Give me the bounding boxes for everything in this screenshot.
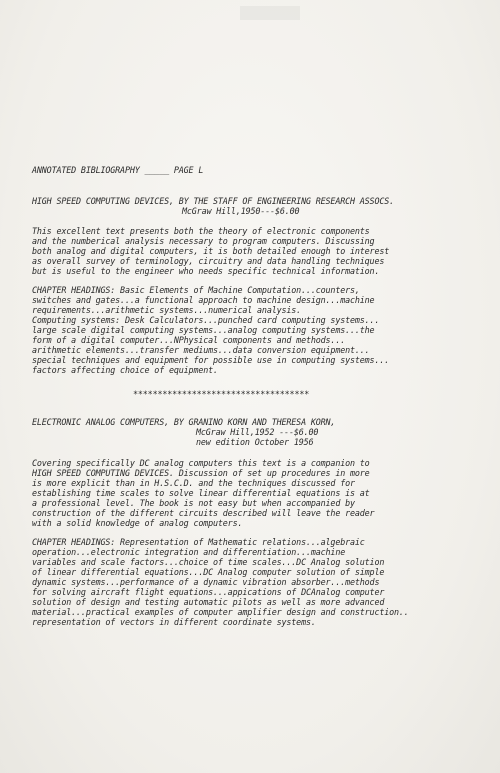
entry2-edition: new edition October 1956: [196, 437, 314, 447]
entry2-chapter-line: variables and scale factors...choice of time scales...DC Analog solution: [32, 557, 385, 567]
entry1-chapter-line: requirements...arithmetic systems...numerical analysis.: [32, 305, 302, 315]
entry1-title: HIGH SPEED COMPUTING DEVICES, BY THE STAFF OF ENGINEERING RESEARCH ASSOCS.: [32, 196, 395, 206]
entry1-description-line: as overall survey of terminology, circuitry and data handling techniques: [32, 256, 385, 266]
entry1-chapter-line: form of a digital computer...NPhysical components and methods...: [32, 335, 346, 345]
entry2-chapter-line: of linear differential equations...DC Analog computer solution of simple: [32, 567, 385, 577]
entry1-description-line: This excellent text presents both the theory of electronic components: [32, 226, 370, 236]
entry1-chapter-line: special techniques and equipment for possible use in computing systems...: [32, 355, 390, 365]
entry2-chapter-line: operation...electronic integration and differentiation...machine: [32, 547, 346, 557]
entry1-chapter-line: switches and gates...a functional approach to machine design...machine: [32, 295, 375, 305]
entry2-chapter-line: CHAPTER HEADINGS: Representation of Mathematic relations...algebraic: [32, 537, 365, 547]
entry1-chapter-line: arithmetic elements...transfer mediums...data conversion equipment...: [32, 345, 370, 355]
entry2-chapter-line: solution of design and testing automatic pilots as well as more advanced: [32, 597, 385, 607]
entry1-chapter-line: Computing systems: Desk Calculators...punched card computing systems...: [32, 315, 380, 325]
entry2-title: ELECTRONIC ANALOG COMPUTERS, BY GRANINO KORN AND THERESA KORN,: [32, 417, 336, 427]
entry2-description-line: with a solid knowledge of analog computers.: [32, 518, 243, 528]
entry1-description-line: and the numberical analysis necessary to program computers. Discussing: [32, 236, 375, 246]
entry2-description-line: HIGH SPEED COMPUTING DEVICES. Discussion of set up procedures in more: [32, 468, 370, 478]
entry2-description-line: establishing time scales to solve linear differential equations is at: [32, 488, 370, 498]
entry1-publisher: McGraw Hill,1950---$6.00: [182, 206, 300, 216]
entry1-chapter-line: factors affecting choice of equipment.: [32, 365, 218, 375]
entry1-chapter-line: CHAPTER HEADINGS: Basic Elements of Machine Computation...counters,: [32, 285, 360, 295]
entry2-chapter-line: for solving aircraft flight equations...appications of DCAnalog computer: [32, 587, 385, 597]
entry1-description-line: but is useful to the engineer who needs specific technical information.: [32, 266, 380, 276]
entry2-chapter-line: dynamic systems...performance of a dynamic vibration absorber...methods: [32, 577, 380, 587]
entry2-description-line: is more explicit than in H.S.C.D. and the techniques discussed for: [32, 478, 355, 488]
entry2-chapter-line: representation of vectors in different coordinate systems.: [32, 617, 316, 627]
entry2-description-line: Covering specifically DC analog computers this text is a companion to: [32, 458, 370, 468]
entry1-description-line: both analog and digital computers, it is both detailed enough to interest: [32, 246, 390, 256]
entry2-chapter-line: material...practical examples of computer amplifier design and construction..: [32, 607, 409, 617]
page-header: ANNOTATED BIBLIOGRAPHY _____ PAGE L: [32, 165, 204, 175]
entry2-description-line: a professional level. The book is not easy but when accompanied by: [32, 498, 355, 508]
entry2-publisher: McGraw Hill,1952 ---$6.00: [196, 427, 319, 437]
bleed-through-mark: [240, 6, 300, 20]
separator-asterisks: ************************************: [133, 389, 310, 399]
entry2-description-line: construction of the different circuits described will leave the reader: [32, 508, 375, 518]
entry1-chapter-line: large scale digital computing systems...analog computing systems...the: [32, 325, 375, 335]
